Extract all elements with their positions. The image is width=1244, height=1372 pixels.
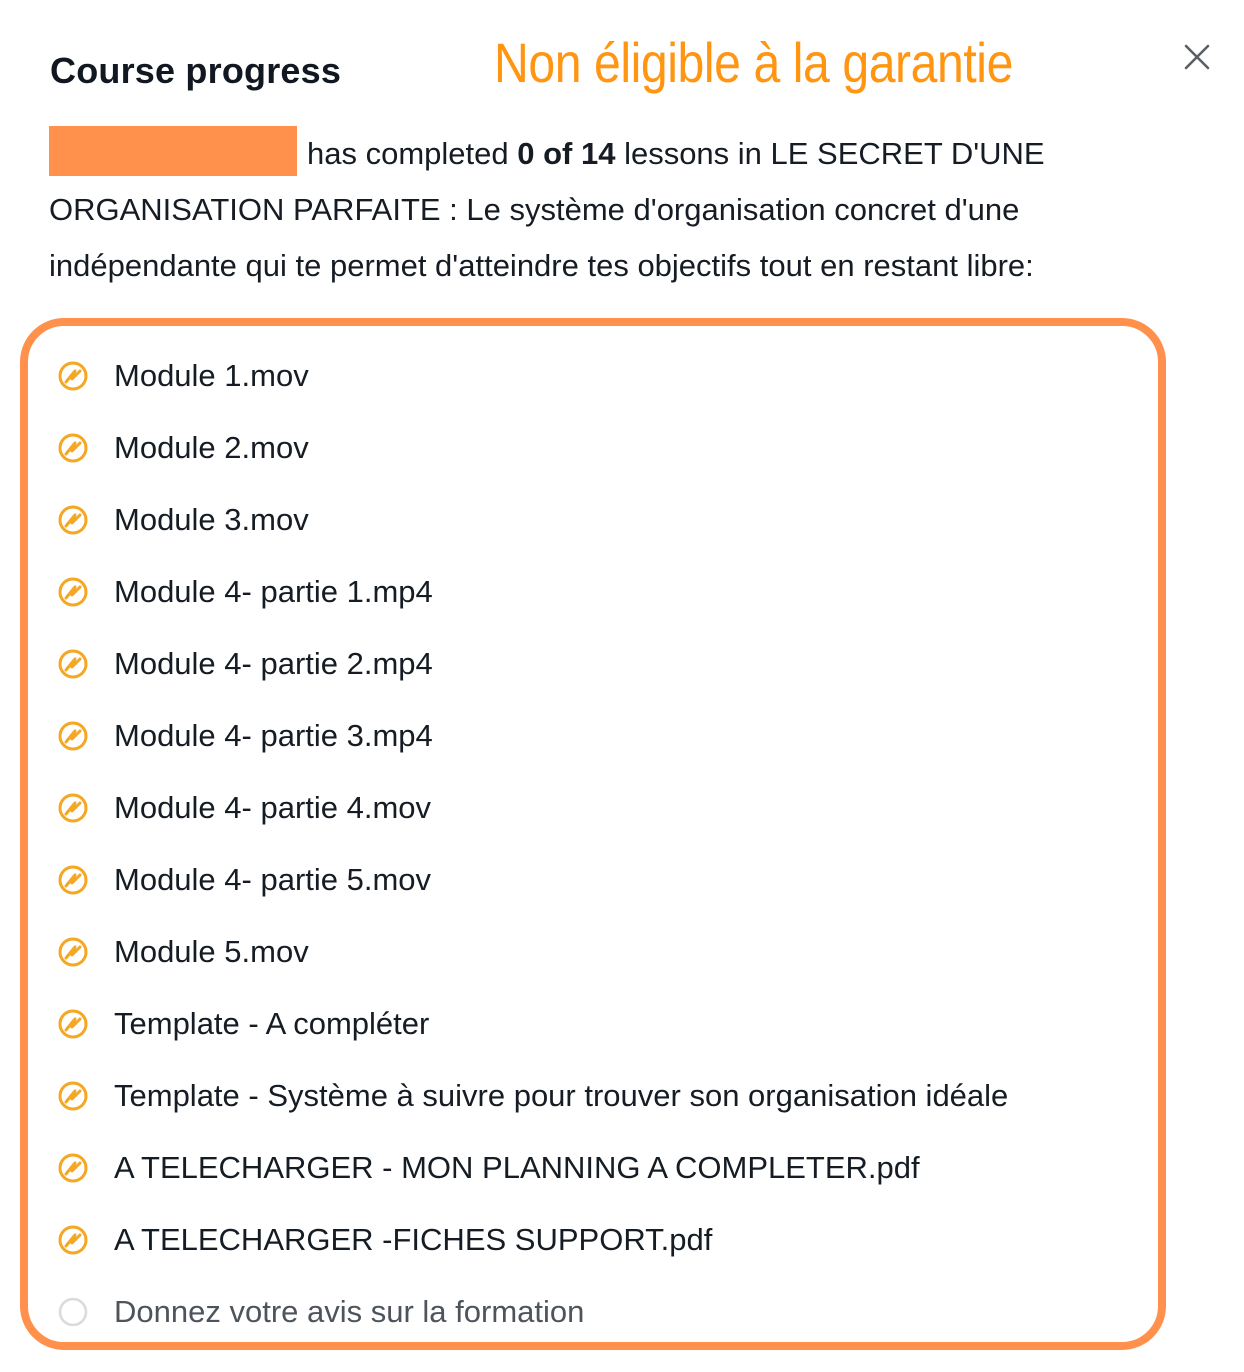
lesson-list [20, 318, 1166, 1350]
lesson-label: Module 4- partie 1.mp4 [114, 574, 433, 609]
lesson-label: Module 2.mov [114, 430, 309, 465]
in-progress-icon [56, 1007, 90, 1041]
lesson-label: Module 5.mov [114, 934, 309, 969]
completed-count: 0 of 14 [517, 136, 616, 171]
lesson-label: Donnez votre avis sur la formation [114, 1294, 585, 1329]
lesson-item[interactable] [56, 356, 309, 396]
lesson-label: Module 4- partie 2.mp4 [114, 646, 433, 681]
in-progress-icon [56, 575, 90, 609]
lesson-item[interactable] [56, 1076, 1008, 1116]
lesson-item[interactable] [56, 572, 433, 612]
in-progress-icon [56, 719, 90, 753]
lesson-item[interactable] [56, 1292, 584, 1332]
in-progress-icon [56, 791, 90, 825]
lesson-label: A TELECHARGER -FICHES SUPPORT.pdf [114, 1222, 713, 1257]
progress-summary [49, 126, 1179, 294]
close-icon [1178, 38, 1216, 76]
lesson-item[interactable] [56, 644, 433, 684]
lesson-item[interactable] [56, 860, 431, 900]
lesson-label: Module 4- partie 5.mov [114, 862, 432, 897]
in-progress-icon [56, 431, 90, 465]
lesson-item[interactable] [56, 1220, 712, 1260]
lesson-item[interactable] [56, 1004, 429, 1044]
lesson-label: Module 3.mov [114, 502, 309, 537]
in-progress-icon [56, 1223, 90, 1257]
summary-text-after: lessons in LE SECRET D'UNE ORGANISATION PARFAITE : Le système d'organisation concret d'une indépendante qui te permet d'atteindre tes objectifs tout en restant libre: [49, 136, 1045, 283]
lesson-label: Module 4- partie 3.mp4 [114, 718, 433, 753]
lesson-item[interactable] [56, 932, 309, 972]
lesson-item[interactable] [56, 428, 309, 468]
lesson-label: Module 4- partie 4.mov [114, 790, 432, 825]
in-progress-icon [56, 1079, 90, 1113]
in-progress-icon [56, 503, 90, 537]
dialog-title: Course progress [50, 50, 342, 91]
in-progress-icon [56, 1151, 90, 1185]
summary-text-before: has completed [307, 136, 518, 171]
lesson-label: A TELECHARGER - MON PLANNING A COMPLETER.pdf [114, 1150, 920, 1185]
warranty-stamp: Non éligible à la garantie [494, 31, 1013, 94]
lesson-label: Template - Système à suivre pour trouver son organisation idéale [114, 1078, 1009, 1113]
lesson-item[interactable] [56, 500, 309, 540]
lesson-item[interactable] [56, 1148, 920, 1188]
in-progress-icon [56, 935, 90, 969]
in-progress-icon [56, 863, 90, 897]
in-progress-icon [56, 359, 90, 393]
empty-circle-icon [56, 1295, 90, 1329]
lesson-item[interactable] [56, 716, 433, 756]
close-button[interactable] [1178, 38, 1216, 76]
redacted-student-name [49, 126, 297, 176]
lesson-item[interactable] [56, 788, 431, 828]
lesson-label: Template - A compléter [114, 1006, 430, 1041]
in-progress-icon [56, 647, 90, 681]
lesson-label: Module 1.mov [114, 358, 309, 393]
